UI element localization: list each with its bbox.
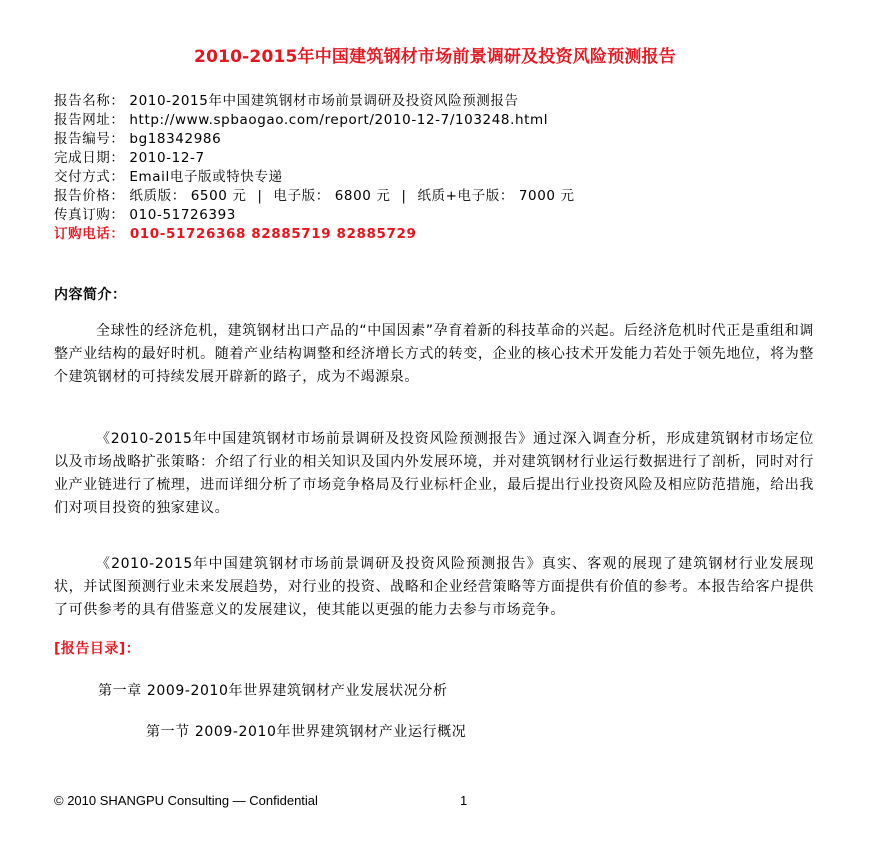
toc-chapter-1: 第一章 2009-2010年世界建筑钢材产业发展状况分析 — [98, 683, 448, 699]
toc-section-1: 第一节 2009-2010年世界建筑钢材产业运行概况 — [146, 724, 467, 740]
report-meta — [54, 92, 834, 244]
meta-value: 2010-2015年中国建筑钢材市场前景调研及投资风险预测报告 — [129, 93, 519, 109]
footer-copyright: © 2010 SHANGPU Consulting — Confidential — [54, 793, 318, 808]
toc-heading: [报告目录]： — [54, 641, 141, 657]
meta-label: 传真订购： — [54, 207, 125, 223]
meta-label: 交付方式： — [54, 169, 125, 185]
order-phone-numbers: 010-51726368 82885719 82885729 — [129, 226, 417, 242]
intro-paragraph-3: 《2010-2015年中国建筑钢材市场前景调研及投资风险预测报告》真实、客观的展现了建筑钢材行业发展现状，并试图预测行业未来发展趋势，对行业的投资、战略和企业经营策略等方面提供有价值的参考。本报告给客户提供了可供参考的具有借鉴意义的发展建议，使其能以更强的能力去参与市场竞争。 — [54, 556, 814, 618]
intro-heading: 内容简介： — [54, 287, 127, 303]
meta-label: 报告名称： — [54, 93, 125, 109]
report-url-link[interactable]: http://www.spbaogao.com/report/2010-12-7/103248.html — [129, 112, 549, 128]
meta-value: Email电子版或特快专递 — [129, 169, 283, 185]
price-paper: 纸质版： 6500 元 — [129, 188, 247, 204]
meta-label: 报告价格： — [54, 188, 125, 204]
meta-report-url — [54, 111, 834, 130]
intro-paragraph-1: 全球性的经济危机，建筑钢材出口产品的“中国因素”孕育着新的科技革命的兴起。后经济危机时代正是重组和调整产业结构的最好时机。随着产业结构调整和经济增长方式的转变，企业的核心技术开发能力若处于领先地位，将为整个建筑钢材的可持续发展开辟新的路子，成为不竭源泉。 — [54, 323, 814, 385]
price-electronic: 电子版： 6800 元 — [273, 188, 391, 204]
meta-value: bg18342986 — [129, 131, 222, 147]
meta-value: 2010-12-7 — [129, 150, 205, 166]
meta-delivery — [54, 168, 834, 187]
meta-label: 订购电话： — [54, 226, 125, 242]
meta-report-code — [54, 130, 834, 149]
meta-report-name — [54, 92, 834, 111]
meta-label: 报告网址： — [54, 112, 125, 128]
meta-order-phone — [54, 225, 834, 244]
document-title: 2010-2015年中国建筑钢材市场前景调研及投资风险预测报告 — [194, 47, 676, 67]
meta-label: 报告编号： — [54, 131, 125, 147]
price-both: 纸质+电子版： 7000 元 — [417, 188, 575, 204]
meta-fax — [54, 206, 834, 225]
footer-page-number: 1 — [460, 793, 468, 808]
meta-value: 010-51726393 — [129, 207, 236, 223]
price-separator: | — [401, 188, 407, 204]
intro-paragraph-2: 《2010-2015年中国建筑钢材市场前景调研及投资风险预测报告》通过深入调查分析，形成建筑钢材市场定位以及市场战略扩张策略：介绍了行业的相关知识及国内外发展环境，并对建筑钢材行业运行数据进行了剖析，同时对行业产业链进行了梳理，进而详细分析了市场竞争格局及行业标杆企业，最后提出行业投资风险及相应防范措施，给出我们对项目投资的独家建议。 — [54, 431, 814, 516]
price-separator: | — [257, 188, 263, 204]
meta-price — [54, 187, 834, 206]
meta-label: 完成日期： — [54, 150, 125, 166]
meta-completion-date — [54, 149, 834, 168]
